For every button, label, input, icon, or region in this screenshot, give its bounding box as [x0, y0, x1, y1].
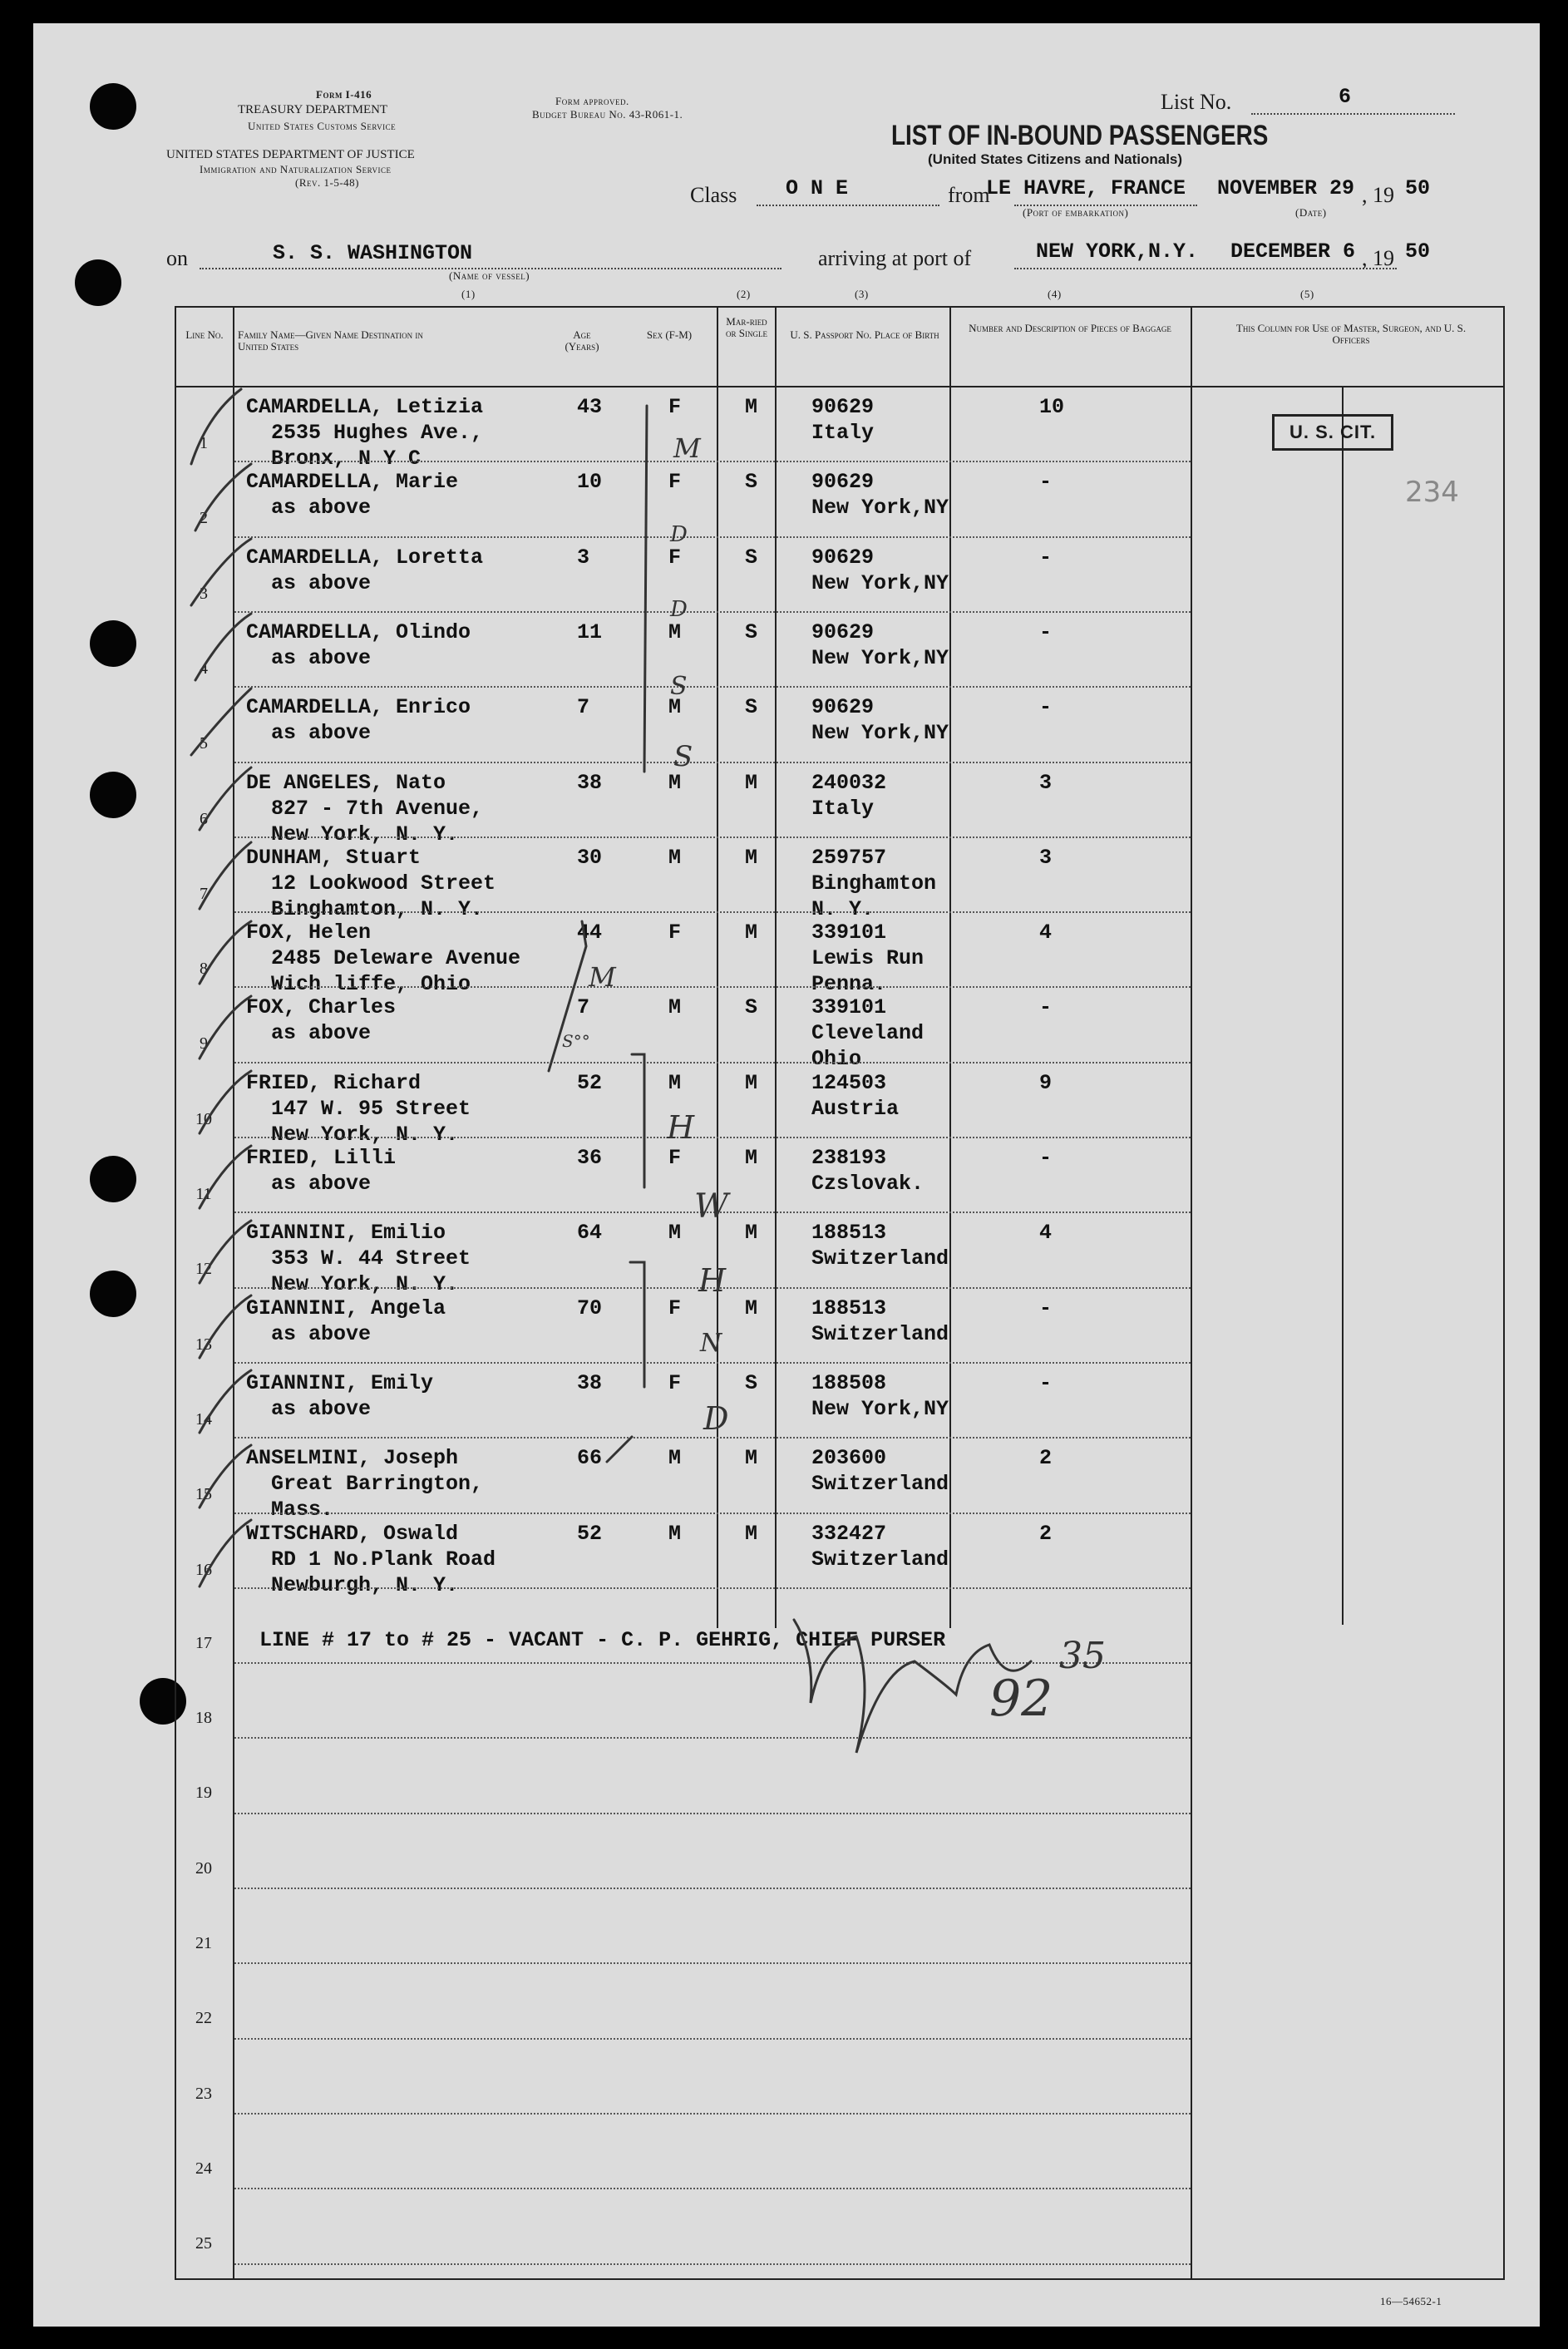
check-mark	[200, 1071, 251, 1133]
arrival-date: DECEMBER 6	[1230, 239, 1356, 264]
passenger-marital: M	[745, 1221, 758, 1246]
passenger-marital: M	[745, 845, 758, 870]
form-number: Form I-416	[316, 88, 372, 101]
passenger-name: ANSELMINI, Joseph Great Barrington, Mass.	[246, 1446, 484, 1522]
passenger-baggage: 10	[1039, 395, 1065, 419]
hand-sex-mark: M	[589, 961, 616, 993]
passenger-age: 52	[577, 1521, 603, 1546]
check-mark	[191, 389, 241, 464]
hand-number-92: 92	[989, 1670, 1053, 1728]
passenger-marital: M	[745, 1146, 758, 1170]
line-number: 13	[195, 1335, 212, 1354]
signature	[794, 1620, 1031, 1753]
bracket-mark	[632, 1054, 644, 1187]
line-number: 20	[195, 1858, 212, 1878]
passenger-name: FOX, Helen 2485 Deleware Avenue Wich liffe, Ohio	[246, 920, 521, 997]
passenger-sex: M	[668, 695, 682, 720]
us-citizen-stamp: U. S. CIT.	[1272, 414, 1393, 451]
passenger-age: 10	[577, 470, 603, 495]
check-mark	[195, 614, 251, 680]
passenger-passport: 203600 Switzerland	[811, 1446, 949, 1497]
passenger-sex: F	[668, 395, 682, 419]
passenger-age: 44	[577, 920, 603, 945]
hand-sex-mark: H	[698, 1262, 727, 1299]
line-number: 24	[195, 2159, 212, 2178]
hand-sex-mark: W	[694, 1187, 729, 1226]
hand-sex-mark: S	[670, 672, 688, 701]
check-mark	[200, 1146, 251, 1208]
bracket-mark	[644, 406, 647, 772]
check-mark	[200, 996, 251, 1059]
class-label: Class	[690, 183, 737, 207]
check-mark	[200, 1295, 251, 1358]
line-number: 3	[200, 584, 208, 603]
passenger-baggage: 3	[1039, 770, 1053, 795]
passenger-name: CAMARDELLA, Marie as above	[246, 470, 459, 521]
vessel-name: S. S. WASHINGTON	[273, 241, 473, 265]
passenger-passport: 332427 Switzerland	[811, 1521, 949, 1572]
list-no-label: List No.	[1161, 90, 1232, 114]
line-number: 7	[200, 884, 208, 903]
check-mark	[200, 1445, 251, 1508]
on-label: on	[166, 246, 188, 270]
passenger-sex: M	[668, 619, 682, 644]
line-number: 1	[200, 434, 208, 452]
line-number: 12	[195, 1260, 212, 1279]
passenger-sex: M	[668, 1070, 682, 1095]
hand-sex-mark: M	[673, 432, 701, 464]
passenger-marital: S	[745, 619, 758, 644]
line-number: 8	[200, 960, 208, 979]
stamp-number: 234	[1405, 476, 1459, 509]
passenger-age: 30	[577, 845, 603, 870]
passenger-age: 70	[577, 1295, 603, 1320]
passenger-name: CAMARDELLA, Letizia 2535 Hughes Ave., Bronx, N Y C	[246, 395, 484, 471]
arriving-label: arriving at port of	[818, 246, 972, 270]
passenger-passport: 339101 Lewis Run Penna.	[811, 920, 925, 997]
hand-sex-mark: D	[670, 597, 688, 622]
passenger-baggage: -	[1039, 995, 1053, 1020]
passenger-sex: F	[668, 1370, 682, 1395]
budget-bureau: Budget Bureau No. 43-R061-1.	[532, 108, 683, 121]
passenger-name: CAMARDELLA, Enrico as above	[246, 695, 471, 746]
check-mark	[191, 688, 251, 755]
passenger-baggage: 4	[1039, 1221, 1053, 1246]
passenger-name: DE ANGELES, Nato 827 - 7th Avenue, New York, N. Y.	[246, 770, 484, 846]
class-value: O N E	[786, 176, 849, 200]
passenger-sex: M	[668, 1221, 682, 1246]
passenger-age: 52	[577, 1070, 603, 1095]
passenger-marital: M	[745, 1295, 758, 1320]
passenger-name: CAMARDELLA, Olindo as above	[246, 619, 471, 670]
manifest-page	[33, 23, 1540, 2327]
col-num-4: (4)	[1048, 288, 1062, 300]
bracket-mark	[630, 1262, 644, 1387]
passenger-marital: S	[745, 470, 758, 495]
line-number: 9	[200, 1034, 208, 1054]
passenger-marital: S	[745, 1370, 758, 1395]
embark-port: LE HAVRE, FRANCE	[986, 176, 1186, 200]
handwritten-marks	[33, 23, 1540, 2327]
passenger-sex: F	[668, 920, 682, 945]
passenger-age: 36	[577, 1146, 603, 1170]
page-title: LIST OF IN-BOUND PASSENGERS	[891, 120, 1269, 151]
passenger-baggage: -	[1039, 545, 1053, 570]
passenger-sex: M	[668, 1446, 682, 1471]
passenger-sex: M	[668, 995, 682, 1020]
check-mark	[200, 1520, 251, 1587]
passenger-marital: M	[745, 920, 758, 945]
passenger-sex: F	[668, 1295, 682, 1320]
passenger-baggage: -	[1039, 619, 1053, 644]
passenger-age: 66	[577, 1446, 603, 1471]
hand-sex-mark: N	[700, 1329, 722, 1358]
passenger-baggage: -	[1039, 1370, 1053, 1395]
header-officers: This Column for Use of Master, Surgeon, and U. S. Officers	[1235, 322, 1467, 346]
check-mark	[200, 1370, 251, 1433]
passenger-passport: 188513 Switzerland	[811, 1221, 949, 1271]
header-sex: Sex (F-M)	[646, 328, 693, 341]
arrival-year-prefix: , 19	[1362, 246, 1394, 270]
passenger-passport: 124503 Austria	[811, 1070, 900, 1121]
header-line-no: Line No.	[185, 328, 224, 341]
line-number: 14	[195, 1409, 212, 1429]
passenger-sex: M	[668, 845, 682, 870]
ins-service: Immigration and Naturalization Service	[200, 163, 392, 175]
vessel-caption: (Name of vessel)	[449, 269, 530, 282]
passenger-age: 7	[577, 695, 590, 720]
check-mark	[200, 767, 251, 830]
line-number: 17	[195, 1633, 212, 1652]
passenger-baggage: -	[1039, 1295, 1053, 1320]
passenger-passport: 90629 New York,NY	[811, 619, 949, 670]
check-mark	[200, 1221, 251, 1283]
line-number: 22	[195, 2009, 212, 2028]
header-name: Family Name—Given Name Destination in United States	[238, 328, 423, 353]
passenger-marital: S	[745, 995, 758, 1020]
passenger-passport: 238193 Czslovak.	[811, 1146, 925, 1196]
passenger-age: 7	[577, 995, 590, 1020]
col-num-1: (1)	[461, 288, 476, 300]
passenger-passport: 240032 Italy	[811, 770, 887, 821]
hand-sex-mark: H	[667, 1109, 695, 1146]
passenger-name: FOX, Charles as above	[246, 995, 397, 1046]
passenger-name: CAMARDELLA, Loretta as above	[246, 545, 484, 595]
header-passport: U. S. Passport No. Place of Birth	[790, 328, 939, 341]
header-baggage: Number and Description of Pieces of Baggage	[969, 322, 1171, 334]
vacant-note: LINE # 17 to # 25 - VACANT - C. P. GEHRIG, CHIEF PURSER	[259, 1628, 946, 1652]
department-of-justice: UNITED STATES DEPARTMENT OF JUSTICE	[166, 148, 415, 161]
passenger-baggage: -	[1039, 695, 1053, 720]
passenger-sex: F	[668, 545, 682, 570]
from-label: from	[948, 183, 990, 207]
check-mark	[200, 842, 251, 909]
passenger-baggage: 2	[1039, 1446, 1053, 1471]
line-number: 10	[195, 1109, 212, 1128]
passenger-marital: M	[745, 395, 758, 419]
passenger-baggage: 4	[1039, 920, 1053, 945]
passenger-baggage: 2	[1039, 1521, 1053, 1546]
passenger-passport: 90629 Italy	[811, 395, 875, 445]
line-number: 5	[200, 734, 208, 753]
page-subtitle: (United States Citizens and Nationals)	[928, 151, 1183, 167]
check-mark	[195, 464, 251, 530]
passenger-passport: 259757 Binghamton N. Y.	[811, 845, 937, 921]
passenger-age: 38	[577, 770, 603, 795]
embark-date: NOVEMBER 29	[1217, 176, 1355, 200]
line-number: 18	[195, 1709, 212, 1728]
line-number: 19	[195, 1784, 212, 1803]
passenger-passport: 90629 New York,NY	[811, 545, 949, 595]
passenger-name: WITSCHARD, Oswald RD 1 No.Plank Road Newburgh, N. Y.	[246, 1521, 496, 1597]
passenger-baggage: 3	[1039, 845, 1053, 870]
passenger-sex: F	[668, 470, 682, 495]
line-number: 2	[200, 509, 208, 528]
slash-mark	[607, 1437, 632, 1462]
passenger-marital: M	[745, 1521, 758, 1546]
arrival-port: NEW YORK,N.Y.	[1036, 239, 1199, 264]
list-no-value: 6	[1339, 85, 1352, 109]
passenger-name: FRIED, Richard 147 W. 95 Street New York, N. Y.	[246, 1070, 471, 1147]
form-approved: Form approved.	[555, 95, 629, 107]
line-number: 4	[200, 659, 208, 678]
passenger-age: 38	[577, 1370, 603, 1395]
passenger-sex: M	[668, 770, 682, 795]
passenger-baggage: -	[1039, 470, 1053, 495]
check-mark	[200, 921, 251, 984]
line-number: 25	[195, 2234, 212, 2253]
col-num-5: (5)	[1300, 288, 1314, 300]
passenger-name: GIANNINI, Emily as above	[246, 1370, 434, 1421]
passenger-age: 11	[577, 619, 603, 644]
header-married: Mar-ried or Single	[726, 315, 767, 339]
passenger-name: DUNHAM, Stuart 12 Lookwood Street Binghamton, N. Y.	[246, 845, 496, 921]
header-age: Age (Years)	[565, 328, 599, 353]
port-caption: (Port of embarkation)	[1023, 206, 1129, 219]
hand-sex-mark: D	[703, 1400, 729, 1437]
embark-year: 50	[1405, 176, 1431, 200]
date-caption: (Date)	[1295, 206, 1327, 219]
passenger-marital: S	[745, 545, 758, 570]
passenger-baggage: -	[1039, 1146, 1053, 1170]
passenger-marital: M	[745, 1070, 758, 1095]
col-num-2: (2)	[737, 288, 751, 300]
passenger-marital: S	[745, 695, 758, 720]
col-num-3: (3)	[855, 288, 869, 300]
passenger-name: FRIED, Lilli as above	[246, 1146, 397, 1196]
passenger-name: GIANNINI, Angela as above	[246, 1295, 446, 1346]
line-number: 21	[195, 1934, 212, 1952]
line-number: 11	[195, 1185, 212, 1203]
revision: (Rev. 1-5-48)	[295, 176, 359, 189]
form-code: 16—54652-1	[1380, 2295, 1442, 2307]
passenger-passport: 90629 New York,NY	[811, 695, 949, 746]
passenger-age: 3	[577, 545, 590, 570]
passenger-baggage: 9	[1039, 1070, 1053, 1095]
line-number: 23	[195, 2084, 212, 2103]
passenger-passport: 188508 New York,NY	[811, 1370, 949, 1421]
passenger-marital: M	[745, 1446, 758, 1471]
passenger-marital: M	[745, 770, 758, 795]
passenger-passport: 339101 Cleveland Ohio	[811, 995, 925, 1072]
customs-service: United States Customs Service	[248, 120, 397, 132]
passenger-sex: M	[668, 1521, 682, 1546]
passenger-passport: 90629 New York,NY	[811, 470, 949, 521]
line-number: 6	[200, 809, 208, 828]
embark-year-prefix: , 19	[1362, 183, 1394, 207]
passenger-sex: F	[668, 1146, 682, 1170]
treasury-department: TREASURY DEPARTMENT	[238, 103, 388, 116]
line-number: 16	[195, 1560, 212, 1579]
arrival-year: 50	[1405, 239, 1431, 264]
passenger-passport: 188513 Switzerland	[811, 1295, 949, 1346]
hand-number-35: 35	[1059, 1635, 1106, 1677]
passenger-age: 64	[577, 1221, 603, 1246]
passenger-name: GIANNINI, Emilio 353 W. 44 Street New York, N. Y.	[246, 1221, 471, 1297]
check-mark	[191, 539, 251, 605]
passenger-age: 43	[577, 395, 603, 419]
hand-sex-mark: S	[673, 740, 693, 773]
line-number: 15	[195, 1485, 212, 1504]
hand-sex-mark: D	[670, 522, 688, 547]
hand-sex-mark: S°°	[562, 1031, 590, 1051]
